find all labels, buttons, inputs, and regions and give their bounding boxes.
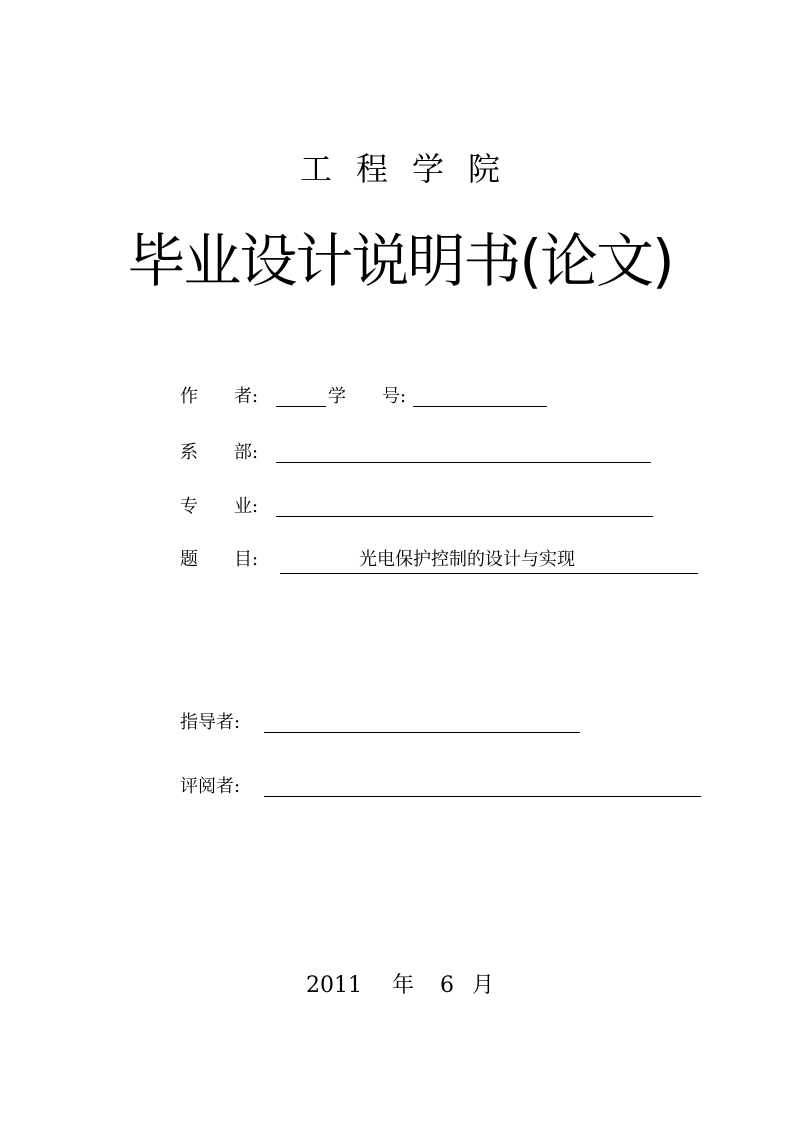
major-field[interactable]	[276, 502, 653, 517]
department-field[interactable]	[276, 448, 651, 463]
student-id-label	[328, 386, 406, 408]
topic-value: 光电保护控制的设计与实现	[359, 549, 575, 570]
department-label	[180, 442, 258, 464]
department-label-char2: 部:	[234, 442, 259, 463]
author-label-char2: 者:	[234, 386, 259, 407]
topic-field[interactable]	[280, 549, 698, 574]
author-field[interactable]	[276, 392, 326, 407]
major-label	[180, 496, 258, 518]
date-year: 2011	[305, 973, 362, 998]
date-year-unit: 年	[391, 973, 414, 998]
reviewer-label: 评阅者:	[180, 776, 241, 797]
student-id-field[interactable]	[413, 392, 547, 407]
author-label-char1: 作	[180, 386, 198, 407]
topic-label-char2: 目:	[234, 549, 259, 570]
topic-label	[180, 549, 258, 571]
major-label-char1: 专	[180, 496, 198, 517]
author-label	[180, 386, 258, 408]
advisor-label: 指导者:	[180, 712, 241, 733]
school-name: 工程学院	[299, 150, 524, 188]
department-label-char1: 系	[180, 442, 198, 463]
topic-label-char1: 题	[180, 549, 198, 570]
date-month-unit: 月	[472, 973, 495, 998]
student-id-label-char1: 学	[328, 386, 346, 407]
major-label-char2: 业:	[234, 496, 259, 517]
reviewer-field[interactable]	[264, 782, 701, 797]
date-month: 6	[440, 973, 454, 998]
student-id-label-char2: 号:	[382, 386, 407, 407]
document-title: 毕业设计说明书(论文)	[127, 227, 673, 295]
date-line	[0, 968, 800, 999]
advisor-field[interactable]	[264, 718, 580, 733]
